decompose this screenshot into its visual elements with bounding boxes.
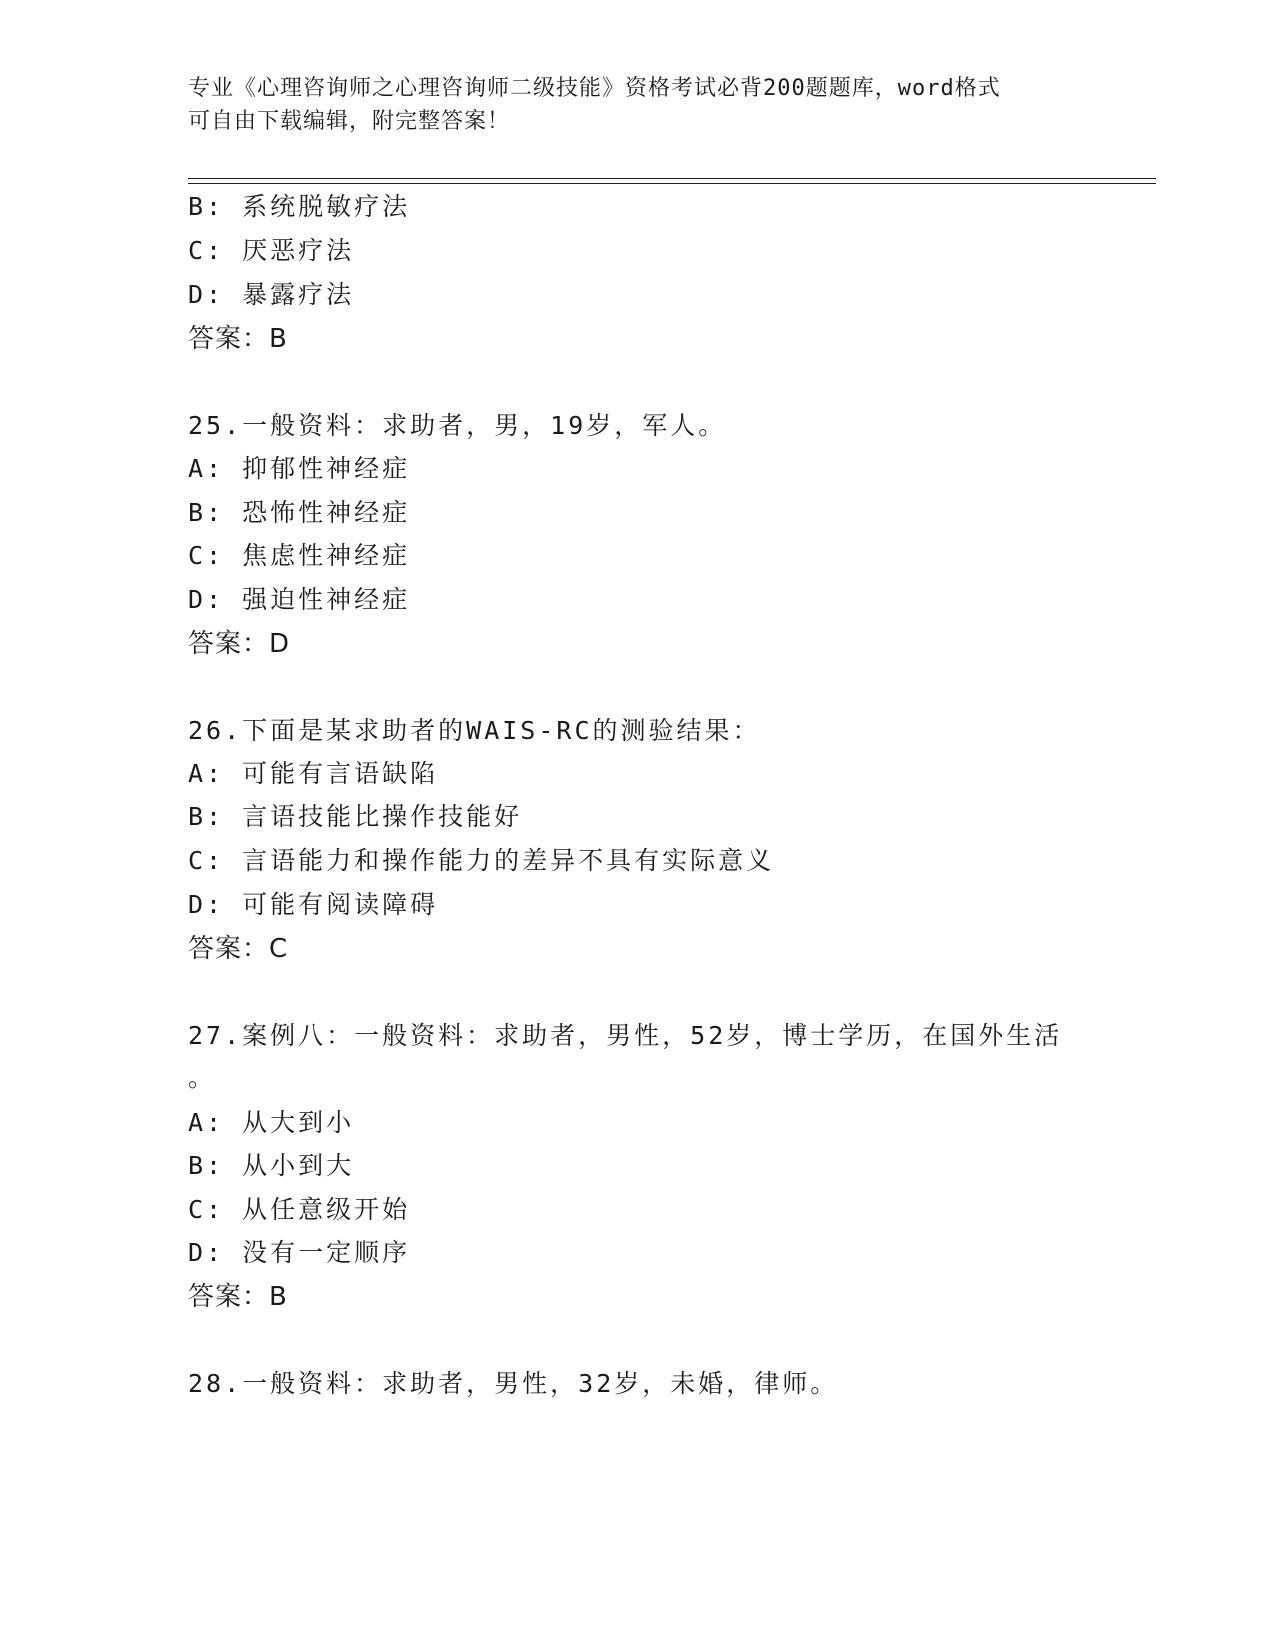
q25-option-a: A: 抑郁性神经症 xyxy=(188,454,411,483)
q24-option-c: C: 厌恶疗法 xyxy=(188,236,355,265)
q27-option-c: C: 从任意级开始 xyxy=(188,1195,411,1224)
q25-option-d: D: 强迫性神经症 xyxy=(188,585,411,614)
q27-option-d: D: 没有一定顺序 xyxy=(188,1238,411,1267)
q27-option-b: B: 从小到大 xyxy=(188,1151,355,1180)
q26-option-d: D: 可能有阅读障碍 xyxy=(188,890,439,919)
q26-option-b: B: 言语技能比操作技能好 xyxy=(188,802,523,831)
q27-stem-line-2: 。 xyxy=(188,1063,217,1092)
header-line-1: 专业《心理咨询师之心理咨询师二级技能》资格考试必背200题题库，word格式 xyxy=(188,76,1001,101)
q25-option-b: B: 恐怖性神经症 xyxy=(188,498,411,527)
header-divider-bottom xyxy=(188,183,1156,184)
header-divider-top xyxy=(188,178,1156,179)
q26-option-c: C: 言语能力和操作能力的差异不具有实际意义 xyxy=(188,846,775,875)
document-header xyxy=(188,72,1088,138)
q25-stem: 25.一般资料：求助者，男，19岁，军人。 xyxy=(188,411,727,440)
q27-option-a: A: 从大到小 xyxy=(188,1108,355,1137)
q27-answer: 答案：B xyxy=(188,1282,288,1312)
q26-stem: 26.下面是某求助者的WAIS-RC的测验结果： xyxy=(188,716,761,745)
q27-stem-line-1: 27.案例八：一般资料：求助者，男性，52岁，博士学历，在国外生活 xyxy=(188,1021,1063,1050)
q25-answer: 答案：D xyxy=(188,629,291,659)
q25-option-c: C: 焦虑性神经症 xyxy=(188,541,411,570)
q26-option-a: A: 可能有言语缺陷 xyxy=(188,759,439,788)
q24-answer: 答案：B xyxy=(188,324,288,354)
q28-stem: 28.一般资料：求助者，男性，32岁，未婚，律师。 xyxy=(188,1369,839,1398)
q26-answer: 答案：C xyxy=(188,934,289,964)
q24-option-b: B: 系统脱敏疗法 xyxy=(188,192,411,221)
header-line-2: 可自由下载编辑，附完整答案！ xyxy=(188,109,511,134)
q24-option-d: D: 暴露疗法 xyxy=(188,280,355,309)
